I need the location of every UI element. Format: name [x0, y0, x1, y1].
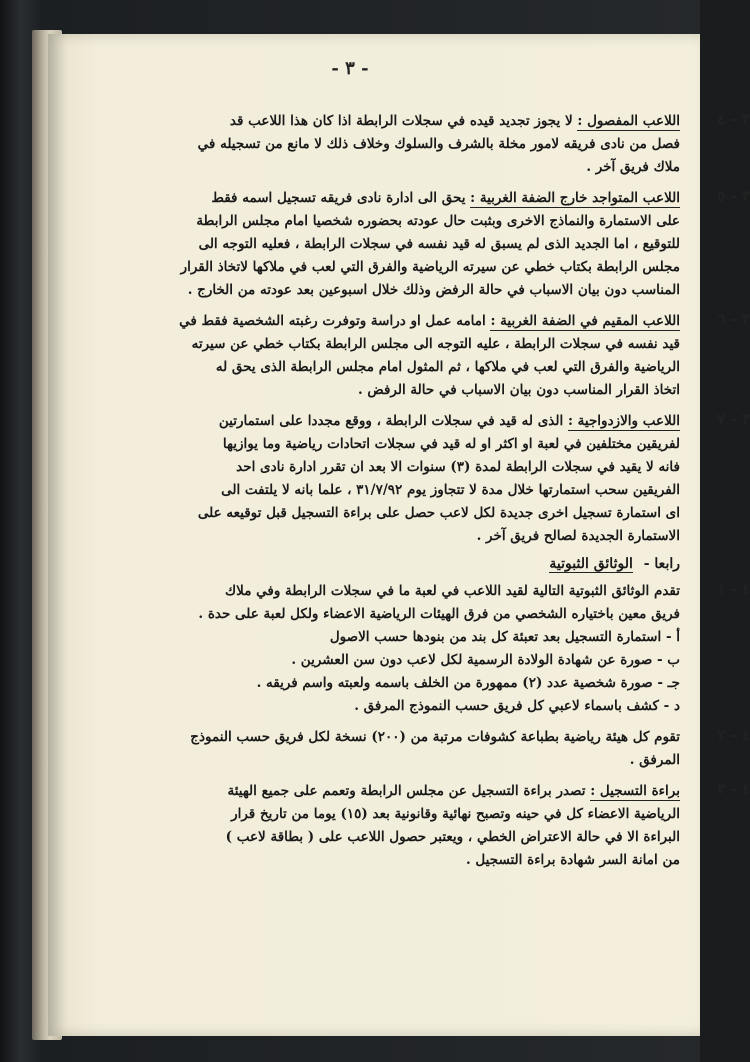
paragraph-line: فانه لا يقيد في سجلات الرابطة لمدة (٣) سنوات الا بعد ان تقرر ادارة نادى احد	[236, 459, 680, 475]
section-4-2	[90, 726, 750, 772]
paragraph-text: يحق الى ادارة نادى فريقه تسجيل اسمه فقط	[211, 190, 466, 206]
paragraph-line: الاستمارة الجديدة لصالح فريق آخر .	[476, 528, 680, 544]
paragraph-text: امامه عمل او دراسة وتوفرت رغبته الشخصية فقط في	[179, 313, 486, 329]
section-heading: اللاعب المقيم في الضفة الغربية :	[490, 313, 680, 329]
chapter-title: الوثائق الثبوتية	[549, 556, 633, 572]
section-number: ٣ - ٤	[717, 110, 750, 128]
paragraph-line: مجلس الرابطة بكتاب خطي عن سيرته الرياضية والفرق التي لعب في ملاكها لاتخاذ القرار	[180, 259, 680, 275]
section-4-3	[90, 780, 750, 872]
section-4-1	[90, 580, 750, 718]
paragraph-line: الرياضية الاعضاء كل في حينه وتصبح نهائية وقانونية بعد (١٥) يوما من تاريخ قرار	[231, 806, 680, 822]
document-body	[90, 110, 750, 880]
section-heading: براءة التسجيل :	[590, 783, 680, 799]
paragraph-line: فريق معين باختياره الشخصي من فرق الهيئات الرياضية الاعضاء ولكل لعبة على حدة .	[198, 606, 680, 622]
paragraph-line	[90, 310, 680, 333]
paragraph-line: من امانة السر شهادة براءة التسجيل .	[466, 852, 680, 868]
section-heading: اللاعب المفصول :	[577, 113, 680, 129]
section-heading: اللاعب المتواجد خارج الضفة الغربية :	[470, 190, 680, 206]
paragraph-line: المناسب دون بيان الاسباب في حالة الرفض وذلك خلال اسبوعين بعد عودته من الخارج .	[187, 282, 680, 298]
chapter-label: رابعا -	[643, 556, 680, 572]
paragraph-line: قيد نفسه في سجلات الرابطة ، عليه التوجه الى مجلس الرابطة بكتاب خطي عن سيرته	[191, 336, 680, 352]
chapter-four-heading	[90, 556, 680, 572]
paragraph-line	[90, 780, 680, 803]
paragraph-line: البراءة الا في حالة الاعتراض الخطي ، ويعتبر حصول اللاعب على ( بطاقة لاعب )	[225, 829, 680, 845]
section-number: ٣ - ٧	[717, 410, 750, 428]
section-number: ٤ - ٣	[717, 780, 750, 798]
paragraph-line: الفريقين سحب استمارتها خلال مدة لا تتجاوز يوم ٣١/٧/٩٢ ، علما بانه لا يلتفت الى	[221, 482, 680, 498]
section-3-5	[90, 187, 750, 302]
paragraph-line: تقدم الوثائق الثبوتية التالية لقيد اللاعب في لعبة ما في سجلات الرابطة وفي ملاك	[225, 583, 680, 599]
section-number: ٤ - ١	[717, 580, 750, 598]
page-number: - ٣ -	[331, 58, 369, 79]
paragraph-line: المرفق .	[629, 752, 680, 768]
paragraph-line	[90, 410, 680, 433]
paragraph-text: الذى له قيد في سجلات الرابطة ، ووقع مجددا على استمارتين	[218, 413, 564, 429]
paragraph-text: تصدر براءة التسجيل عن مجلس الرابطة وتعمم على جميع الهيئة	[227, 783, 586, 799]
paragraph-line: اتخاذ القرار المناسب دون بيان الاسباب في حالة الرفض .	[358, 382, 680, 398]
paragraph-line: للتوقيع ، اما الجديد الذى لم يسبق له قيد نفسه في سجلات الرابطة ، فعليه التوجه الى	[198, 236, 680, 252]
section-3-7	[90, 410, 750, 548]
paragraph-line: ملاك فريق آخر .	[586, 159, 680, 175]
section-number: ٣ - ٥	[717, 187, 750, 205]
section-number: ٤ - ٢	[717, 726, 750, 744]
section-number: ٣ - ٦	[717, 310, 750, 328]
paragraph-line	[90, 187, 680, 210]
section-3-4	[90, 110, 750, 179]
paragraph-line: على الاستمارة والنماذج الاخرى وبثبت حال عودته بحضوره شخصيا امام مجلس الرابطة	[196, 213, 680, 229]
paragraph-line: اى استمارة تسجيل اخرى جديدة لكل لاعب حصل على براءة التسجيل قبل توقيعه على	[197, 505, 680, 521]
section-heading: اللاعب والازدواجية :	[567, 413, 680, 429]
list-item: جـ - صورة شخصية عدد (٢) ممهورة من الخلف باسمه ولعبته واسم فريقه .	[256, 675, 680, 691]
paragraph-line: لفريقين مختلفين في لعبة او اكثر او له قيد في سجلات اتحادات رياضية وما يوازيها	[222, 436, 680, 452]
paragraph-line	[90, 110, 680, 133]
list-item: د - كشف باسماء لاعبي كل فريق حسب النموذج المرفق .	[354, 698, 680, 714]
paragraph-line: الرياضية والفرق التي لعب في ملاكها ، ثم المثول امام مجلس الرابطة الذى يحق له	[215, 359, 680, 375]
paragraph-line: تقوم كل هيئة رياضية بطباعة كشوفات مرتبة من (٢٠٠) نسخة لكل فريق حسب النموذج	[190, 729, 680, 745]
list-item: أ - استمارة التسجيل بعد تعبئة كل بند من بنودها حسب الاصول	[329, 629, 680, 645]
paragraph-line: فصل من نادى فريقه لامور مخلة بالشرف والسلوك وخلاف ذلك لا مانع من تسجيله في	[197, 136, 680, 152]
list-item: ب - صورة عن شهادة الولادة الرسمية لكل لاعب دون سن العشرين .	[291, 652, 680, 668]
section-3-6	[90, 310, 750, 402]
paragraph-text: لا يجوز تجديد قيده في سجلات الرابطة اذا كان هذا اللاعب قد	[229, 113, 573, 129]
